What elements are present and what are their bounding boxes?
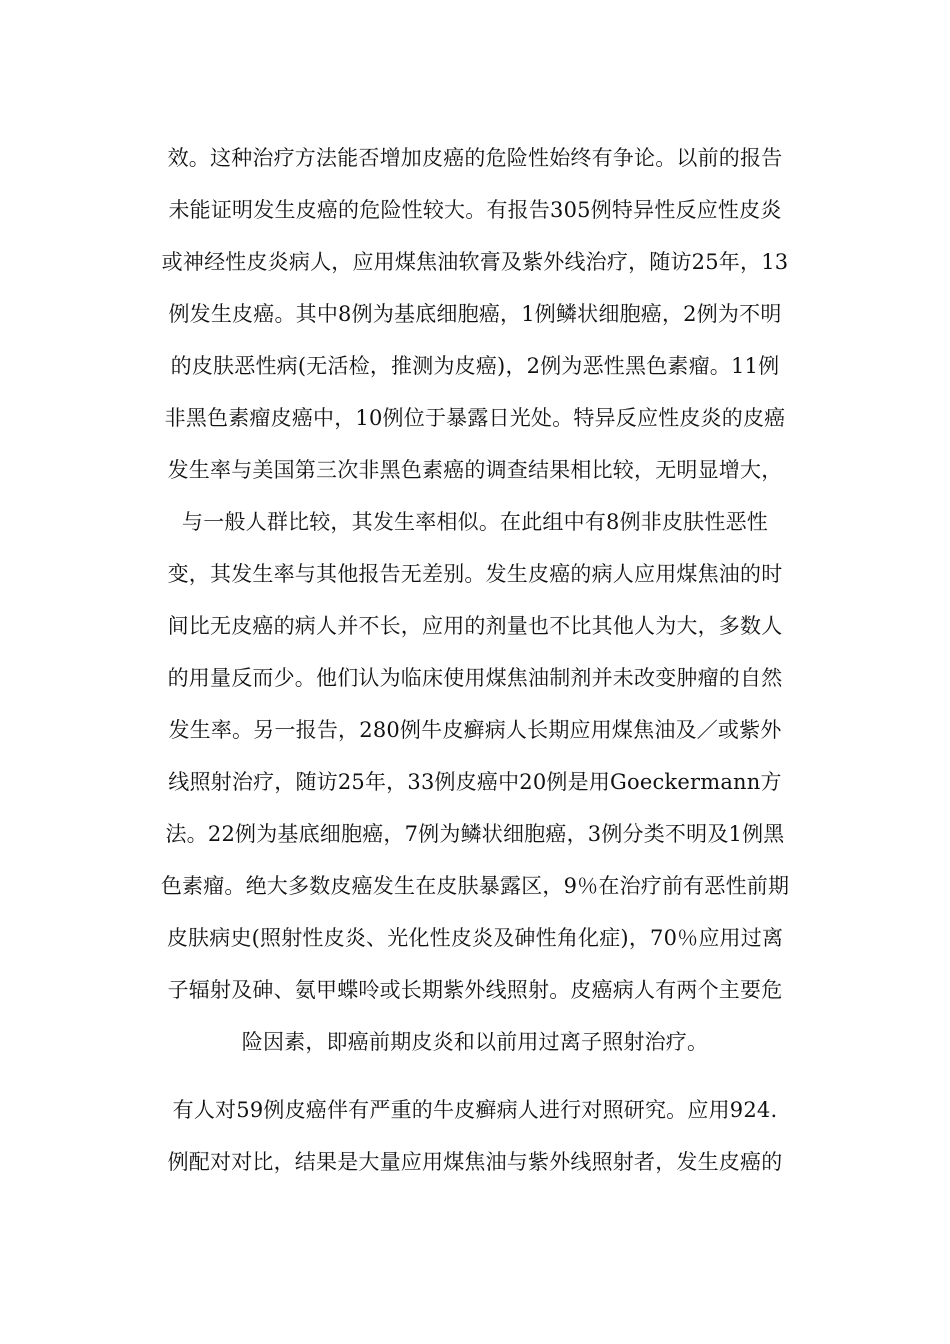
text-line: 的用量反而少。他们认为临床使用煤焦油制剂并未改变肿瘤的自然 [167, 666, 783, 690]
text-line: 效。这种治疗方法能否增加皮癌的危险性始终有争论。以前的报告 [167, 146, 783, 170]
text-line: 发生率。另一报告，280例牛皮癣病人长期应用煤焦油及／或紫外 [168, 718, 782, 742]
text-line: 发生率与美国第三次非黑色素癌的调查结果相比较，无明显增大， [167, 458, 783, 482]
text-line: 险因素，即癌前期皮炎和以前用过离子照射治疗。 [241, 1030, 709, 1054]
text-line: 例发生皮癌。其中8例为基底细胞癌，1例鳞状细胞癌，2例为不明 [168, 302, 782, 326]
paragraph-1 [0, 132, 950, 1068]
text-line: 法。22例为基底细胞癌，7例为鳞状细胞癌，3例分类不明及1例黑 [165, 822, 785, 846]
text-line: 色素瘤。绝大多数皮癌发生在皮肤暴露区，9％在治疗前有恶性前期 [160, 874, 790, 898]
text-line: 的皮肤恶性病(无活检，推测为皮癌)，2例为恶性黑色素瘤。11例 [170, 354, 780, 378]
text-line: 间比无皮癌的病人并不长，应用的剂量也不比其他人为大，多数人 [167, 614, 783, 638]
text-line: 与一般人群比较，其发生率相似。在此组中有8例非皮肤性恶性 [182, 510, 768, 534]
paragraph-2 [0, 1084, 950, 1188]
text-line: 皮肤病史(照射性皮炎、光化性皮炎及砷性角化症)，70％应用过离 [166, 926, 784, 950]
text-line: 子辐射及砷、氨甲蝶呤或长期紫外线照射。皮癌病人有两个主要危 [167, 978, 783, 1002]
text-line: 未能证明发生皮癌的危险性较大。有报告305例特异性反应性皮炎 [168, 198, 782, 222]
text-line: 变，其发生率与其他报告无差别。发生皮癌的病人应用煤焦油的时 [167, 562, 783, 586]
text-line: 非黑色素瘤皮癌中，10例位于暴露日光处。特异反应性皮炎的皮癌 [164, 406, 786, 430]
text-line: 线照射治疗，随访25年，33例皮癌中20例是用Goeckermann方 [168, 770, 782, 794]
text-line: 例配对对比，结果是大量应用煤焦油与紫外线照射者，发生皮癌的 [167, 1150, 783, 1174]
text-line: 有人对59例皮癌伴有严重的牛皮癣病人进行对照研究。应用924. [172, 1098, 778, 1122]
text-line: 或神经性皮炎病人，应用煤焦油软膏及紫外线治疗，随访25年，13 [161, 250, 789, 274]
